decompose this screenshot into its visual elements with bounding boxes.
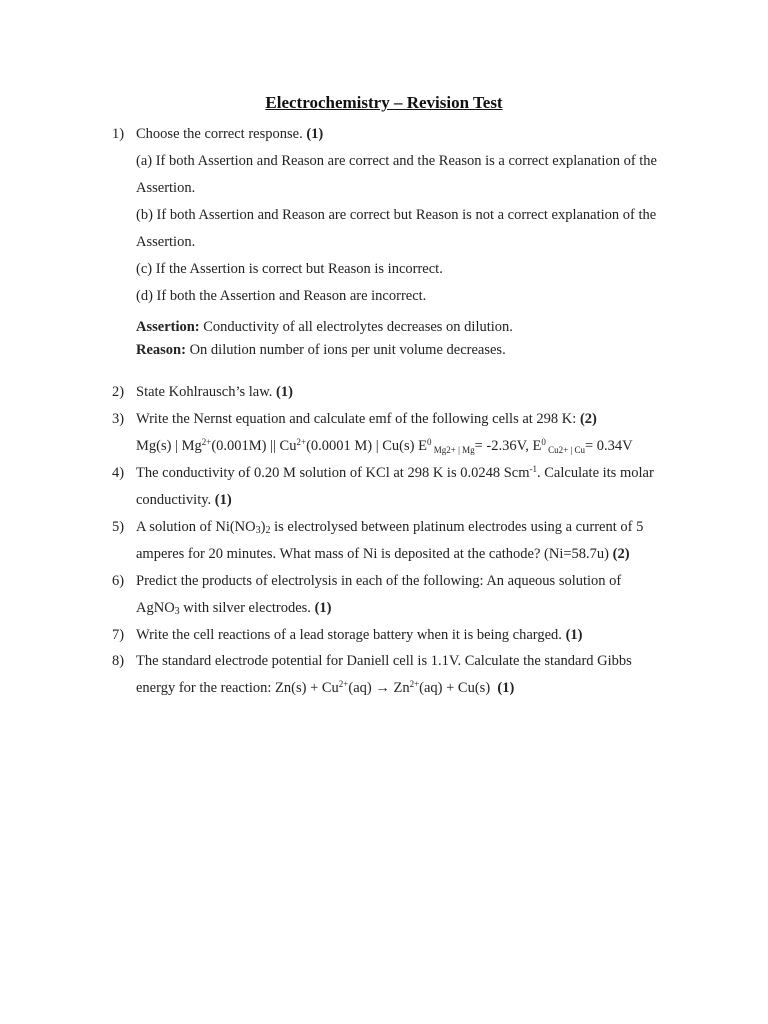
marks: (1) [276,384,293,400]
reason-text: On dilution number of ions per unit volume decreases. [185,342,506,358]
question-text: Predict the products of electrolysis in each of the following: An aqueous solution of [136,573,622,589]
option-d: (d) If both the Assertion and Reason are incorrect. [136,288,427,304]
marks: (2) [579,411,597,427]
question-text: Write the cell reactions of a lead storage battery when it is being charged. [136,627,562,643]
cell-notation: Mg(s) | $Mg^{2+}(0.001M)$ || $Cu^{2+}(0.0001$ M) | Cu(s) $E^0$ $_{Mg2+ | Mg}$= -2.36V, $E^0$ $_{Cu2+ | Cu}$= 0.34V [136,437,633,455]
assertion-text: Conductivity of all electrolytes decreases on dilution. [199,319,513,335]
question-number: 8) [112,653,125,669]
question-text: The standard electrode potential for Daniell cell is 1.1V. Calculate the standard Gibbs [136,653,632,669]
question-text: A solution of $Ni(NO_3)_2$ is electrolysed between platinum electrodes using a current of 5 [136,519,644,536]
marks: (1) [497,680,515,696]
question-text-cont: conductivity. [136,492,212,508]
option-b: (b) If both Assertion and Reason are correct but Reason is not a correct explanation of the [136,207,657,223]
marks: (1) [306,126,324,142]
question-text: Write the Nernst equation and calculate emf of the following cells at 298 K: [136,411,577,427]
question-number: 5) [112,519,125,535]
reason [136,339,692,362]
option-c: (c) If the Assertion is correct but Reason is incorrect. [136,261,443,277]
assertion-label: Assertion: [136,319,200,335]
question-number: 7) [112,627,125,643]
page-title: Electrochemistry – Revision Test [265,93,503,112]
question-number: 4) [112,465,125,481]
marks: (1) [565,627,583,643]
question-text-cont: AgNO$_3$ with silver electrodes. (1) [136,600,332,617]
question-number: 1) [112,126,125,142]
question-3 [112,406,692,464]
question-1 [112,121,692,362]
question-8 [112,648,692,702]
question-text: State Kohlrausch’s law. [136,384,273,400]
option-b-cont: Assertion. [136,234,196,250]
question-7 [112,622,692,649]
option-a-cont: Assertion. [136,180,196,196]
assertion [136,316,692,339]
question-4 [112,460,692,514]
marks: (1) [314,600,332,616]
question-number: 6) [112,573,125,589]
question-number: 2) [112,384,125,400]
marks: (2) [612,546,630,562]
question-5 [112,514,692,568]
question-number: 3) [112,411,125,427]
marks: (1) [214,492,232,508]
question-text: The conductivity of 0.20 M solution of KCl at 298 K is 0.0248 Scm$^{-1}$. Calculate its molar [136,464,654,481]
reason-label: Reason: [136,342,186,358]
question-text-cont: amperes for 20 minutes. What mass of Ni is deposited at the cathode? (Ni=58.7u) [136,546,609,562]
question-2 [112,379,692,406]
question-6 [112,568,692,622]
option-a: (a) If both Assertion and Reason are correct and the Reason is a correct explanation of the [136,153,657,169]
reaction-equation: energy for the reaction: $Zn(s) + Cu^{2+}(aq) \to Zn^{2+}(aq) + Cu(s)$ (1) [136,679,515,696]
question-text: Choose the correct response. [136,126,303,142]
